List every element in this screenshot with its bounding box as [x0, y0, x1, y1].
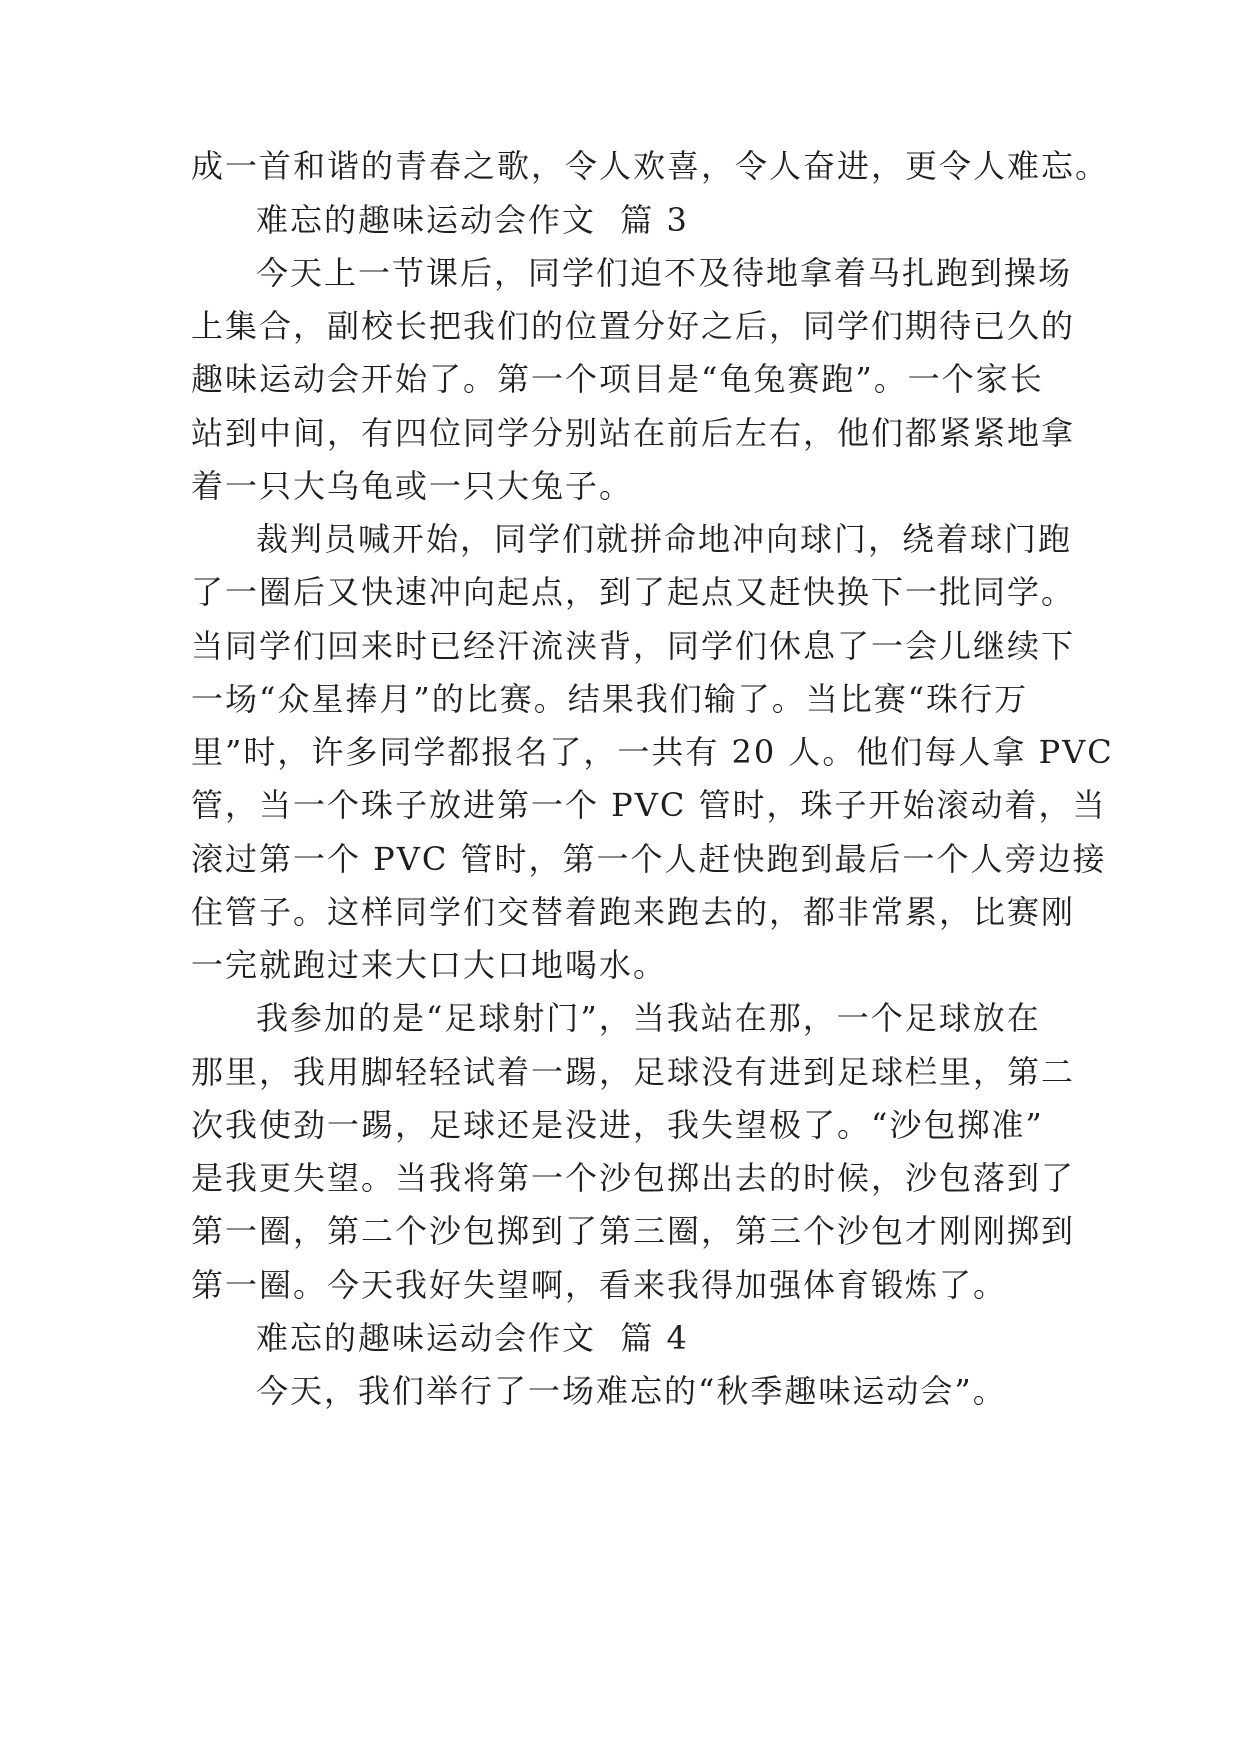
paragraph-line: 上集合，副校长把我们的位置分好之后，同学们期待已久的 — [191, 307, 1076, 345]
paragraph-line: 今天，我们举行了一场难忘的“秋季趣味运动会”。 — [256, 1372, 1007, 1410]
paragraph-line: 住管子。这样同学们交替着跑来跑去的，都非常累，比赛刚 — [191, 893, 1076, 931]
paragraph-line: 一场“众星捧月”的比赛。结果我们输了。当比赛“珠行万 — [191, 680, 1029, 718]
paragraph-line: 趣味运动会开始了。第一个项目是“龟兔赛跑”。一个家长 — [191, 360, 1044, 398]
section-heading: 难忘的趣味运动会作文 篇 3 — [256, 201, 689, 239]
paragraph-line: 当同学们回来时已经汗流浃背，同学们休息了一会儿继续下 — [191, 627, 1076, 665]
paragraph-line: 管，当一个珠子放进第一个 PVC 管时，珠子开始滚动着，当 — [191, 786, 1107, 824]
section-heading: 难忘的趣味运动会作文 篇 4 — [256, 1319, 689, 1357]
paragraph-line: 我参加的是“足球射门”，当我站在那，一个足球放在 — [256, 999, 1041, 1037]
paragraph-line: 第一圈，第二个沙包掷到了第三圈，第三个沙包才刚刚掷到 — [191, 1212, 1076, 1250]
paragraph-line: 站到中间，有四位同学分别站在前后左右，他们都紧紧地拿 — [191, 414, 1076, 452]
paragraph-line: 里”时，许多同学都报名了，一共有 20 人。他们每人拿 PVC — [191, 733, 1114, 771]
paragraph-line: 是我更失望。当我将第一个沙包掷出去的时候，沙包落到了 — [191, 1159, 1076, 1197]
paragraph-line: 成一首和谐的青春之歌，令人欢喜，令人奋进，更令人难忘。 — [191, 147, 1110, 185]
paragraph-line: 今天上一节课后，同学们迫不及待地拿着马扎跑到操场 — [256, 254, 1073, 292]
paragraph-line: 裁判员喊开始，同学们就拼命地冲向球门，绕着球门跑 — [256, 520, 1073, 558]
paragraph-line: 次我使劲一踢，足球还是没进，我失望极了。“沙包掷准” — [191, 1106, 1044, 1144]
paragraph-line: 着一只大乌龟或一只大兔子。 — [191, 467, 634, 505]
paragraph-line: 一完就跑过来大口大口地喝水。 — [191, 946, 668, 984]
paragraph-line: 了一圈后又快速冲向起点，到了起点又赶快换下一批同学。 — [191, 573, 1076, 611]
paragraph-line: 那里，我用脚轻轻试着一踢，足球没有进到足球栏里，第二 — [191, 1053, 1076, 1091]
paragraph-line: 第一圈。今天我好失望啊，看来我得加强体育锻炼了。 — [191, 1266, 1008, 1304]
paragraph-line: 滚过第一个 PVC 管时，第一个人赶快跑到最后一个人旁边接 — [191, 840, 1107, 878]
